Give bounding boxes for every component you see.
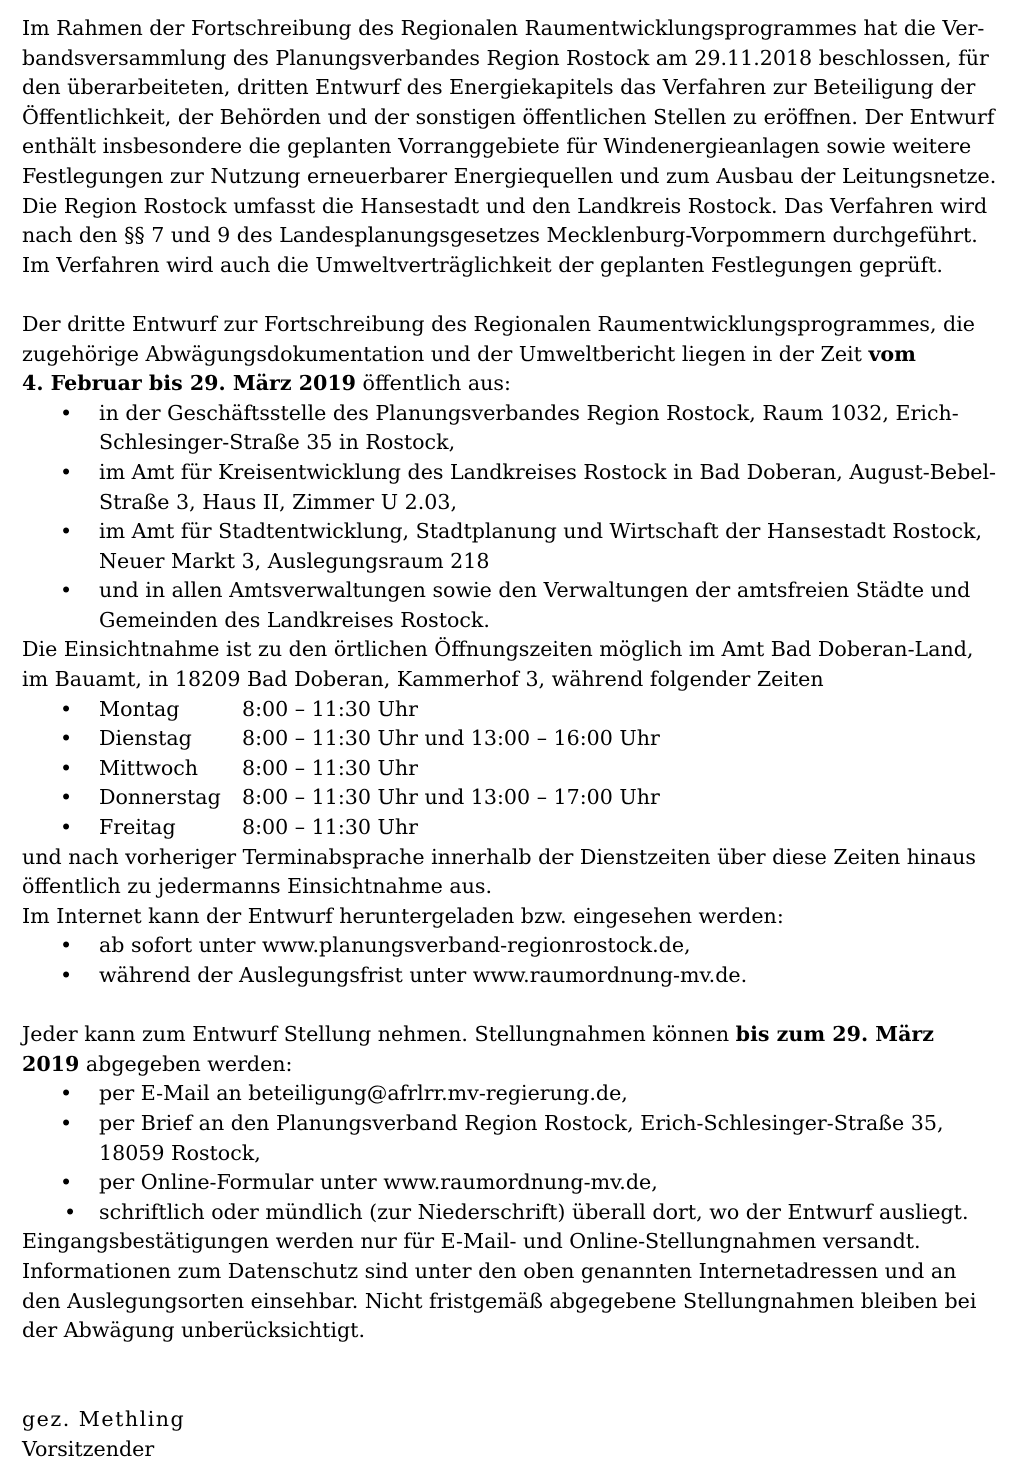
- list-item-line: 18059 Rostock,: [99, 1141, 261, 1165]
- list-item-line: Gemeinden des Landkreises Rostock.: [99, 608, 490, 632]
- statements-line: [22, 1050, 1022, 1080]
- list-item: [22, 931, 1022, 961]
- hours-day: Mittwoch: [99, 754, 242, 784]
- intro-paragraph: [22, 14, 1022, 280]
- hours-value: 8:00 – 11:30 Uhr: [242, 815, 418, 839]
- display-locations-list: [22, 399, 1022, 636]
- list-item-line: per Online-Formular unter www.raumordnung-mv.de,: [99, 1170, 658, 1194]
- intro-line: Im Rahmen der Fortschreibung des Regionalen Raumentwicklungsprogrammes hat die Ver-: [22, 14, 1022, 44]
- hours-value: 8:00 – 11:30 Uhr und 13:00 – 17:00 Uhr: [242, 785, 660, 809]
- hours-row: [22, 724, 1022, 754]
- list-item-line: während der Auslegungsfrist unter www.raumordnung-mv.de.: [99, 963, 747, 987]
- inspection-section: [22, 635, 1022, 901]
- intro-line: Festlegungen zur Nutzung erneuerbarer Energiequellen und zum Ausbau der Leitungsnetze.: [22, 162, 1022, 192]
- display-date-bold: 4. Februar bis 29. März 2019: [22, 371, 356, 395]
- hours-value: 8:00 – 11:30 Uhr: [242, 756, 418, 780]
- inspection-line: im Bauamt, in 18209 Bad Doberan, Kammerhof 3, während folgender Zeiten: [22, 665, 1022, 695]
- list-item-line: Schlesinger-Straße 35 in Rostock,: [99, 430, 455, 454]
- list-item-line: und in allen Amtsverwaltungen sowie den Verwaltungen der amtsfreien Städte und: [99, 578, 970, 602]
- list-item-line: schriftlich oder mündlich (zur Niederschrift) überall dort, wo der Entwurf ausliegt.: [99, 1200, 969, 1224]
- statements-text: Jeder kann zum Entwurf Stellung nehmen. Stellungnahmen können: [22, 1022, 736, 1046]
- list-item: [22, 961, 1022, 991]
- inspection-line: und nach vorheriger Terminabsprache innerhalb der Dienstzeiten über diese Zeiten hinaus: [22, 843, 1022, 873]
- display-line: [22, 369, 1022, 399]
- list-item-line: per E-Mail an beteiligung@afrlrr.mv-regierung.de,: [99, 1081, 628, 1105]
- signature-name: gez. Methling: [22, 1405, 1022, 1435]
- statements-list: [22, 1079, 1022, 1227]
- inspection-line: öffentlich zu jedermanns Einsichtnahme aus.: [22, 872, 1022, 902]
- intro-line: Im Verfahren wird auch die Umweltverträglichkeit der geplanten Festlegungen geprüft.: [22, 251, 1022, 281]
- statements-date-bold: 2019: [22, 1052, 79, 1076]
- hours-day: Dienstag: [99, 724, 242, 754]
- intro-line: enthält insbesondere die geplanten Vorranggebiete für Windenergieanlagen sowie weitere: [22, 132, 1022, 162]
- display-paragraph: [22, 310, 1022, 636]
- document-page: [22, 14, 1022, 1464]
- list-item-line: Neuer Markt 3, Auslegungsraum 218: [99, 549, 489, 573]
- closing-line: Eingangsbestätigungen werden nur für E-Mail- und Online-Stellungnahmen versandt.: [22, 1227, 1022, 1257]
- hours-day: Donnerstag: [99, 783, 242, 813]
- statements-line: [22, 1020, 1022, 1050]
- list-item: [22, 458, 1022, 517]
- hours-row: [22, 754, 1022, 784]
- inspection-line: Die Einsichtnahme ist zu den örtlichen Öffnungszeiten möglich im Amt Bad Doberan-Land,: [22, 635, 1022, 665]
- closing-line: der Abwägung unberücksichtigt.: [22, 1316, 1022, 1346]
- hours-row: [22, 783, 1022, 813]
- display-line: Der dritte Entwurf zur Fortschreibung des Regionalen Raumentwicklungsprogrammes, die: [22, 310, 1022, 340]
- list-item-line: ab sofort unter www.planungsverband-regionrostock.de,: [99, 933, 691, 957]
- closing-line: den Auslegungsorten einsehbar. Nicht fristgemäß abgegebene Stellungnahmen bleiben bei: [22, 1287, 1022, 1317]
- opening-hours-list: [22, 695, 1022, 843]
- intro-line: nach den §§ 7 und 9 des Landesplanungsgesetzes Mecklenburg-Vorpommern durchgeführt.: [22, 221, 1022, 251]
- closing-line: Informationen zum Datenschutz sind unter den oben genannten Internetadressen und an: [22, 1257, 1022, 1287]
- display-text: öffentlich aus:: [356, 371, 511, 395]
- intro-line: den überarbeiteten, dritten Entwurf des Energiekapitels das Verfahren zur Beteiligung der: [22, 73, 1022, 103]
- statements-date-bold: bis zum 29. März: [736, 1022, 934, 1046]
- signature-gap: [22, 1346, 1022, 1405]
- list-item-line: im Amt für Stadtentwicklung, Stadtplanung und Wirtschaft der Hansestadt Rostock,: [99, 519, 982, 543]
- intro-line: Öffentlichkeit, der Behörden und der sonstigen öffentlichen Stellen zu eröffnen. Der Entwurf: [22, 103, 1022, 133]
- hours-day: Freitag: [99, 813, 242, 843]
- hours-row: [22, 695, 1022, 725]
- list-item: [22, 1168, 1022, 1198]
- list-item: [22, 1109, 1022, 1168]
- intro-line: Die Region Rostock umfasst die Hansestadt und den Landkreis Rostock. Das Verfahren wird: [22, 192, 1022, 222]
- intro-line: bandsversammlung des Planungsverbandes Region Rostock am 29.11.2018 beschlossen, für: [22, 44, 1022, 74]
- statements-text: abgegeben werden:: [79, 1052, 292, 1076]
- list-item: [22, 1198, 1022, 1228]
- list-item-line: in der Geschäftsstelle des Planungsverbandes Region Rostock, Raum 1032, Erich-: [99, 401, 959, 425]
- internet-line: Im Internet kann der Entwurf heruntergeladen bzw. eingesehen werden:: [22, 902, 1022, 932]
- list-item: [22, 576, 1022, 635]
- display-text: zugehörige Abwägungsdokumentation und der Umweltbericht liegen in der Zeit: [22, 342, 868, 366]
- hours-row: [22, 813, 1022, 843]
- paragraph-gap: [22, 280, 1022, 310]
- list-item: [22, 399, 1022, 458]
- list-item: [22, 1079, 1022, 1109]
- internet-section: [22, 902, 1022, 991]
- signature-block: [22, 1405, 1022, 1464]
- display-date-bold: vom: [868, 342, 916, 366]
- list-item-line: im Amt für Kreisentwicklung des Landkreises Rostock in Bad Doberan, August-Bebel-: [99, 460, 996, 484]
- paragraph-gap: [22, 991, 1022, 1021]
- list-item-line: Straße 3, Haus II, Zimmer U 2.03,: [99, 490, 457, 514]
- statements-section: [22, 1020, 1022, 1346]
- list-item: [22, 517, 1022, 576]
- display-line: [22, 340, 1022, 370]
- hours-day: Montag: [99, 695, 242, 725]
- hours-value: 8:00 – 11:30 Uhr und 13:00 – 16:00 Uhr: [242, 726, 660, 750]
- list-item-line: per Brief an den Planungsverband Region Rostock, Erich-Schlesinger-Straße 35,: [99, 1111, 944, 1135]
- hours-value: 8:00 – 11:30 Uhr: [242, 697, 418, 721]
- signature-role: Vorsitzender: [22, 1435, 1022, 1464]
- internet-list: [22, 931, 1022, 990]
